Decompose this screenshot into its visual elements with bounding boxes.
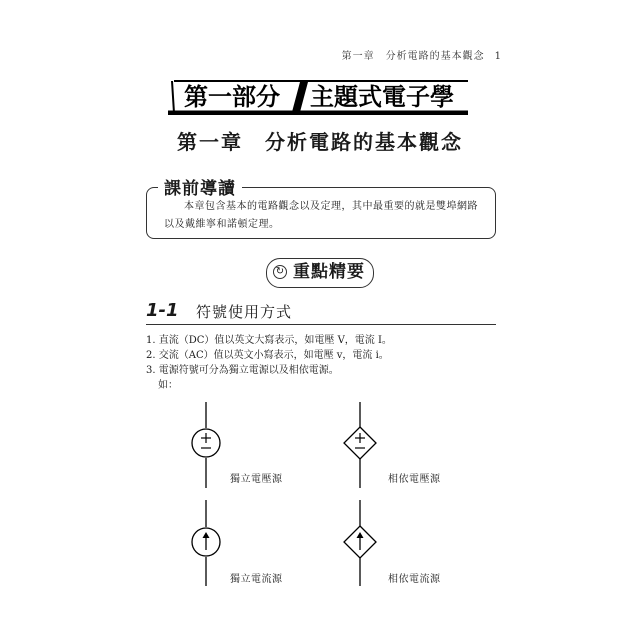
keypoints-label: 重點精要 [293, 262, 365, 282]
section-heading [146, 300, 496, 325]
dependent-current-source-icon [340, 500, 380, 586]
running-header-title: 第一章 分析電路的基本觀念 [341, 51, 485, 62]
independent-voltage-source-icon [186, 402, 226, 488]
symbol-caption: 相依電壓源 [388, 474, 441, 485]
keypoints-badge [266, 258, 374, 288]
part-label: 第一部分 [184, 83, 280, 111]
chapter-number: 第一章 [177, 130, 243, 154]
circular-arrows-icon: ↻ [273, 265, 287, 279]
part-title: 主題式電子學 [310, 83, 454, 111]
example-label: 如： [158, 380, 178, 391]
symbol-caption: 獨立電流源 [230, 574, 283, 585]
notation-list [146, 333, 392, 393]
symbol-caption: 獨立電壓源 [230, 474, 283, 485]
list-item: 3. 電源符號可分為獨立電源以及相依電源。 [146, 365, 339, 376]
symbol-caption: 相依電流源 [388, 574, 441, 585]
section-title: 符號使用方式 [196, 303, 293, 321]
section-number: 1-1 [146, 300, 179, 321]
running-header [342, 47, 502, 62]
chapter-title [0, 126, 640, 155]
page-number: 1 [494, 51, 502, 62]
chapter-name: 分析電路的基本觀念 [265, 130, 463, 154]
part-banner [168, 79, 468, 115]
list-item: 1. 直流（DC）值以英文大寫表示，如電壓 V，電流 I。 [146, 335, 392, 346]
dependent-voltage-source-icon [340, 402, 380, 488]
independent-current-source-icon [186, 500, 226, 586]
preview-title: 課前導讀 [158, 174, 242, 199]
preview-text: 本章包含基本的電路觀念以及定理，其中最重要的就是雙埠網路以及戴維寧和諾頓定理。 [164, 201, 478, 230]
list-item: 2. 交流（AC）值以英文小寫表示，如電壓 v，電流 i。 [146, 350, 389, 361]
